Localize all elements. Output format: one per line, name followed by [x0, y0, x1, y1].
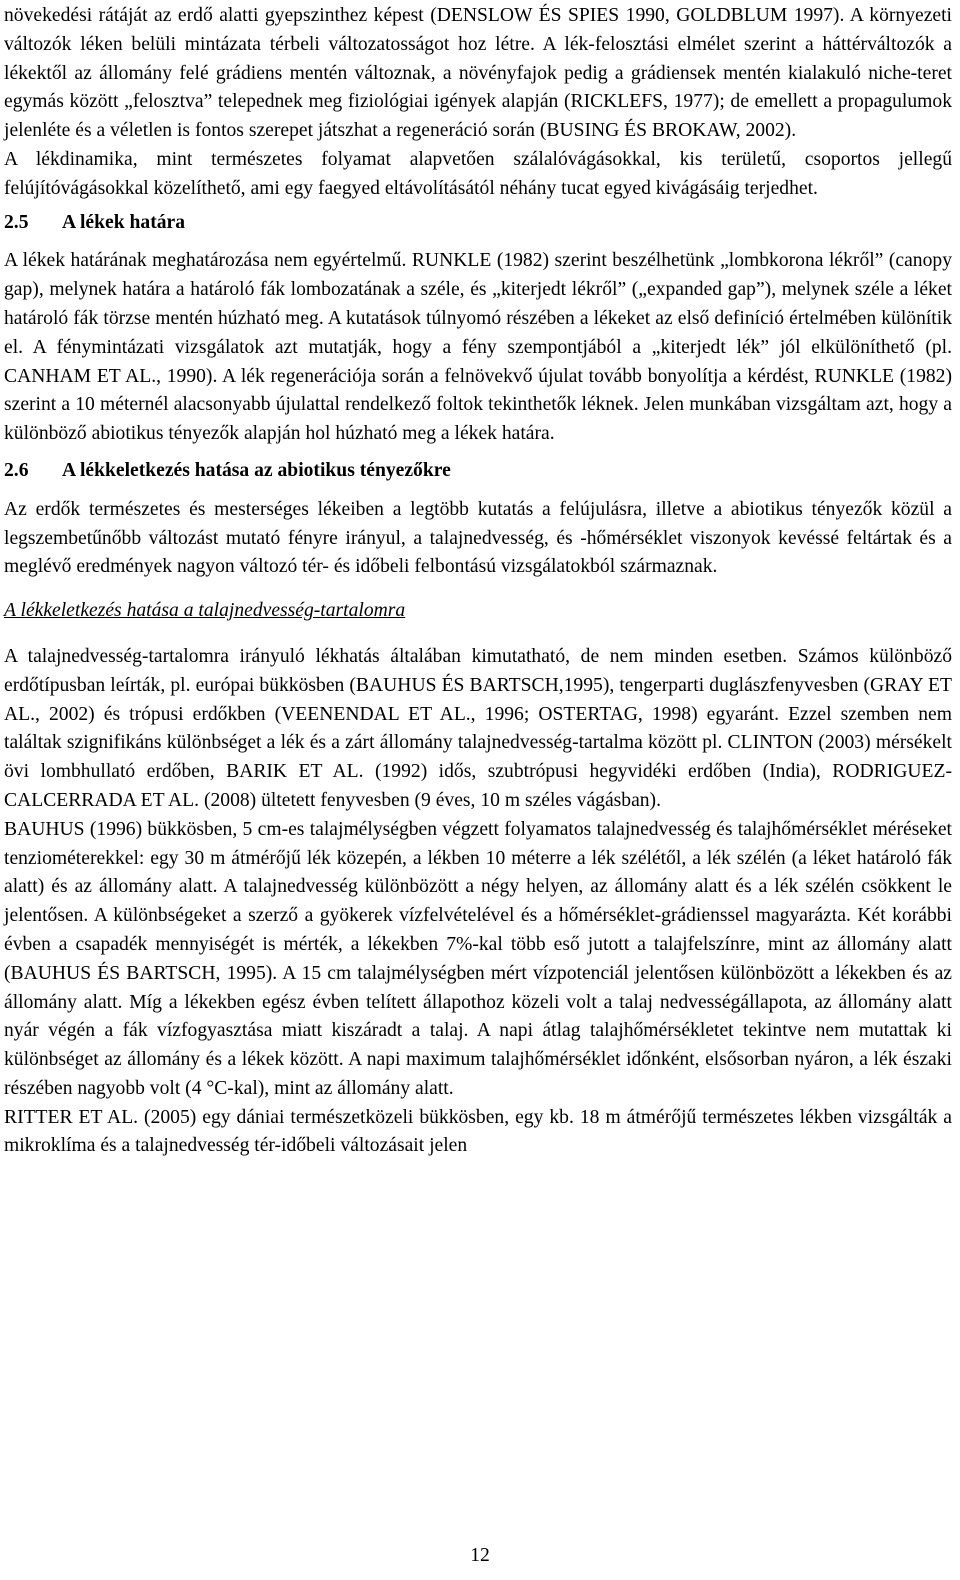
paragraph: RITTER ET AL. (2005) egy dániai természetközeli bükkösben, egy kb. 18 m átmérőjű természetes lékben vizsgálták a mikroklíma és a talajnedvesség tér-időbeli változásait jelen	[4, 1106, 952, 1157]
section-heading	[4, 209, 952, 238]
paragraph: növekedési rátáját az erdő alatti gyepszinthez képest (DENSLOW ÉS SPIES 1990, GOLDBLUM 1997). A környezeti változók léken belüli mintázata térbeli változatosságot hoz létre. A lék-felosztási elmélet szerint a háttérváltozók a lékektől az állomány felé grádiens mentén változnak, a növényfajok pedig a grádiensek mentén kialakuló niche-teret egymás között „felosztva” telepednek meg fiziológiai igények alapján (RICKLEFS, 1977); de emellett a propagulumok jelenléte és a véletlen is fontos szerepet játszhat a regeneráció során (BUSING ÉS BROKAW, 2002).	[4, 5, 952, 142]
section-title: A lékkeletkezés hatása az abiotikus tényezőkre	[62, 459, 451, 481]
paragraph: A talajnedvesség-tartalomra irányuló lékhatás általában kimutatható, de nem minden esetben. Számos különböző erdőtípusban leírták, pl. európai bükkösben (BAUHUS ÉS BARTSCH,1995), tengerparti duglászfenyvesben (GRAY ET AL., 2002) és trópusi erdőkben (VEENENDAL ET AL., 1996; OSTERTAG, 1998) egyaránt. Ezzel szemben nem találtak szignifikáns különbséget a lék és a zárt állomány talajnedvesség-tartalma között pl. CLINTON (2003) mérsékelt övi lombhullató erdőben, BARIK ET AL. (1992) idős, szubtrópusi hegyvidéki erdőben (India), RODRIGUEZ-CALCERRADA ET AL. (2008) ültetett fenyvesben (9 éves, 10 m széles vágásban).	[4, 645, 952, 811]
section-title: A lékek határa	[62, 211, 186, 233]
subsection-heading: A lékkeletkezés hatása a talajnedvesség-tartalomra	[4, 600, 406, 622]
document-page	[4, 0, 952, 1161]
page-number: 12	[470, 1545, 490, 1566]
paragraph: A lékek határának meghatározása nem egyértelmű. RUNKLE (1982) szerint beszélhetünk „lombkorona lékről” (canopy gap), melynek határa a határoló fák lombozatának a széle, és „kiterjedt lékről” („expanded gap”), melynek széle a léket határoló fák törzse mentén húzható meg. A kutatások túlnyomó részében a lékeket az első definíció értelmében különítik el. A fénymintázati vizsgálatok azt mutatják, hogy a fény szempontjából a „kiterjedt lék” jól elkülöníthető (pl. CANHAM ET AL., 1990). A lék regenerációja során a felnövekvő újulat tovább bonyolítja a kérdést, RUNKLE (1982) szerint a 10 méternél alacsonyabb újulattal rendelkező foltok tekinthetők léknek. Jelen munkában vizsgáltam azt, hogy a különböző abiotikus tényezők alapján hol húzható meg a lékek határa.	[4, 250, 952, 445]
paragraph: Az erdők természetes és mesterséges lékeiben a legtöbb kutatás a felújulásra, illetve a abiotikus tényezők közül a legszembetűnőbb változást mutató fényre irányul, a talajnedvesség, és -hőmérséklet viszonyok kevéssé feltártak és a meglévő eredmények nagyon változó tér- és időbeli felbontású vizsgálatokból származnak.	[4, 498, 952, 578]
section-number: 2.6	[4, 459, 29, 481]
paragraph: A lékdinamika, mint természetes folyamat alapvetően szálalóvágásokkal, kis területű, csoportos jellegű felújítóvágásokkal közelíthető, ami egy faegyed eltávolításától néhány tucat egyed kivágásáig terjedhet.	[4, 148, 952, 199]
section-number: 2.5	[4, 211, 29, 233]
paragraph: BAUHUS (1996) bükkösben, 5 cm-es talajmélységben végzett folyamatos talajnedvesség és talajhőmérséklet méréseket tenziométerekkel: egy 30 m átmérőjű lék közepén, a lékben 10 méterre a lék szélétől, a lék szélén (a léket határoló fák alatt) és az állomány alatt. A talajnedvesség különbözött a négy helyen, az állomány alatt és a lék szélén csökkent le jelentősen. A különbségeket a szerző a gyökerek vízfelvételével és a hőmérséklet-grádienssel magyarázta. Két korábbi évben a csapadék mennyiségét is mérték, a lékekben 7%-kal több eső jutott a talajfelszínre, mint az állomány alatt (BAUHUS ÉS BARTSCH, 1995). A 15 cm talajmélységben mért vízpotenciál jelentősen különbözött a lékekben és az állomány alatt. Míg a lékekben egész évben telített állapothoz közeli volt a talaj nedvességállapota, az állomány alatt nyár végén a fák vízfogyasztása miatt kiszáradt a talaj. A napi átlag talajhőmérsékletet tekintve nem mutattak ki különbséget az állomány és a lékek között. A napi maximum talajhőmérséklet időnként, elsősorban nyáron, a lék északi részében nagyobb volt (4 °C-kal), mint az állomány alatt.	[4, 818, 952, 1099]
section-heading	[4, 457, 952, 486]
